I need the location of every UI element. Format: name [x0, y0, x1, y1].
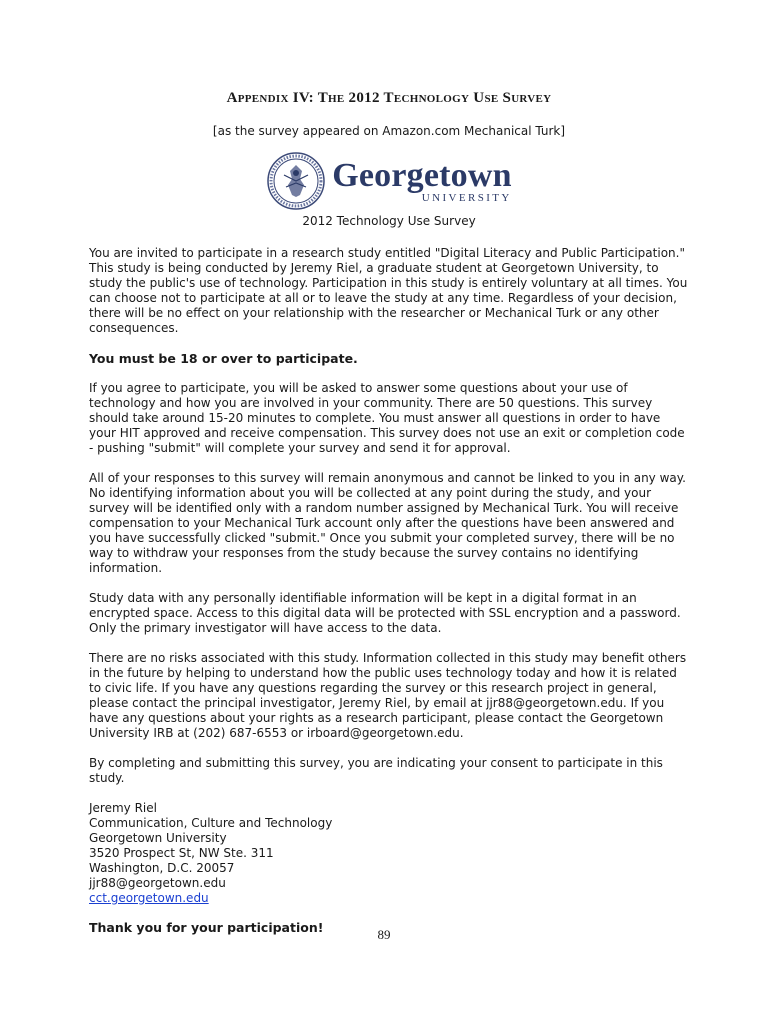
- wordmark: [332, 156, 512, 204]
- university-seal-icon: [266, 151, 326, 211]
- website-link[interactable]: cct.georgetown.edu: [89, 891, 209, 905]
- signature-email: jjr88@georgetown.edu: [89, 876, 226, 890]
- age-requirement: You must be 18 or over to participate.: [89, 351, 358, 366]
- signature-city: Washington, D.C. 20057: [89, 861, 235, 875]
- wordmark-sub: UNIVERSITY: [421, 191, 512, 204]
- anonymity-paragraph: All of your responses to this survey will remain anonymous and cannot be linked to you in any way. No identifying information about you will be collected at any point during the study, and your survey will be identified only with a random number assigned by Mechanical Turk. You will receive compensation to your Mechanical Turk account only after the questions have been answered and you have successfully clicked "submit." Once you submit your completed survey, there will be no way to withdraw your responses from the study because the survey contains no identifying information.: [89, 471, 686, 575]
- page-number: 89: [377, 927, 391, 942]
- procedure-paragraph: If you agree to participate, you will be asked to answer some questions about your use of technology and how you are involved in your community. There are 50 questions. This survey should take around 15-20 minutes to complete. You must answer all questions in order to have your HIT approved and receive compensation. This survey does not use an exit or completion code - pushing "submit" will complete your survey and send it for approval.: [89, 381, 685, 455]
- georgetown-logo: [89, 150, 689, 212]
- survey-heading: 2012 Technology Use Survey: [302, 214, 476, 228]
- risks-paragraph: There are no risks associated with this study. Information collected in this study may benefit others in the future by helping to understand how the public uses technology today and how it is related to civic life. If you have any questions regarding the survey or this research project in general, please contact the principal investigator, Jeremy Riel, by email at jjr88@georgetown.edu. If you have any questions about your rights as a research participant, please contact the Georgetown University IRB at (202) 687-6553 or irboard@georgetown.edu.: [89, 651, 687, 740]
- signature-dept: Communication, Culture and Technology: [89, 816, 333, 830]
- signature-university: Georgetown University: [89, 831, 227, 845]
- signature-address: 3520 Prospect St, NW Ste. 311: [89, 846, 274, 860]
- signature-block: [89, 801, 689, 906]
- intro-paragraph: You are invited to participate in a research study entitled "Digital Literacy and Public Participation." This study is being conducted by Jeremy Riel, a graduate student at Georgetown University, to study the public's use of technology. Participation in this study is entirely voluntary at all times. You can choose not to participate at all or to leave the study at any time. Regardless of your decision, there will be no effect on your relationship with the researcher or Mechanical Turk or any other consequences.: [89, 246, 688, 335]
- subtitle: [as the survey appeared on Amazon.com Mechanical Turk]: [212, 124, 566, 138]
- appendix-title: Appendix IV: The 2012 Technology Use Survey: [226, 90, 552, 106]
- consent-paragraph: By completing and submitting this survey, you are indicating your consent to participate in this study.: [89, 756, 663, 785]
- wordmark-name: Georgetown: [332, 156, 512, 194]
- document-page: [89, 90, 689, 935]
- data-security-paragraph: Study data with any personally identifiable information will be kept in a digital format in an encrypted space. Access to this digital data will be protected with SSL encryption and a password. Only the primary investigator will have access to the data.: [89, 591, 681, 635]
- thank-you-note: Thank you for your participation!: [89, 920, 324, 935]
- signature-name: Jeremy Riel: [89, 801, 157, 815]
